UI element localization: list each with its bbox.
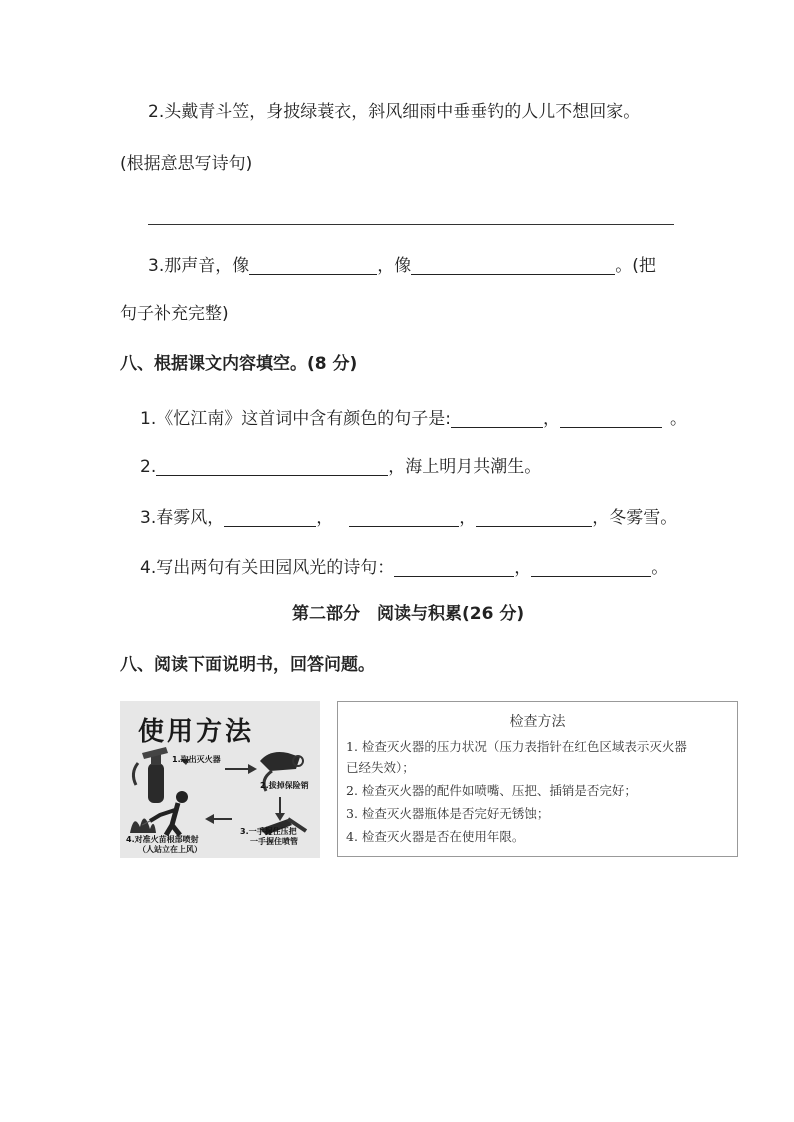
question-3-mid: ，像: [377, 256, 412, 276]
answer-blank[interactable]: [531, 558, 651, 577]
question-2-text: 2.头戴青斗笠，身披绿蓑衣，斜风细雨中垂垂钓的人儿不想回家。: [148, 102, 641, 122]
fill-item-1-comma: ，: [542, 409, 560, 429]
fill-item-2-prefix: 2.: [140, 457, 157, 477]
fill-item-4: [140, 558, 668, 577]
fill-item-3-suffix: ，冬雾雪。: [592, 508, 678, 528]
answer-blank[interactable]: [560, 409, 662, 428]
usage-step-2: 2.拔掉保险销: [260, 781, 309, 790]
answer-blank[interactable]: [451, 409, 543, 428]
section-heading: 八、根据课文内容填空。(8 分): [120, 354, 358, 374]
fill-item-1-prefix: 1.《忆江南》这首词中含有颜色的句子是:: [140, 409, 451, 429]
fill-item-4-prefix: 4.写出两句有关田园风光的诗句：: [140, 558, 395, 578]
usage-step-3: [240, 827, 298, 847]
usage-step-3-line1: 3.一手握住压把: [240, 827, 297, 836]
answer-blank[interactable]: [349, 508, 459, 527]
usage-title: 使用方法: [138, 717, 255, 747]
section-heading-reading: 八、阅读下面说明书，回答问题。: [120, 655, 375, 675]
usage-step-4: [126, 835, 202, 855]
check-method-item: 已经失效）；: [346, 760, 415, 775]
fill-item-1-end: 。: [669, 409, 687, 429]
question-2-hint: (根据意思写诗句): [120, 154, 253, 174]
check-method-item: 1. 检查灭火器的压力状况（压力表指针在红色区域表示灭火器: [346, 739, 687, 754]
answer-blank[interactable]: [224, 508, 316, 527]
answer-blank[interactable]: [411, 256, 615, 275]
question-3-line: [148, 256, 656, 275]
check-methods-title: 检查方法: [509, 714, 566, 730]
fill-item-1: [140, 409, 687, 428]
extinguisher-usage-illustration: [120, 701, 320, 858]
usage-step-3-line2: 一手握住喷管: [250, 837, 298, 846]
fill-item-2: [140, 457, 541, 476]
usage-step-4-line2: （人站立在上风）: [138, 845, 202, 854]
check-methods-box: [337, 701, 738, 857]
usage-step-4-line1: 4.对准火苗根部喷射: [126, 835, 199, 844]
fill-item-3: [140, 508, 677, 527]
answer-blank[interactable]: [156, 457, 388, 476]
fill-item-3-c1: ，: [316, 508, 334, 528]
fill-item-4-comma: ，: [514, 558, 532, 578]
question-3-line2: 句子补充完整): [120, 304, 229, 324]
usage-step-1: 1.取出灭火器: [172, 755, 221, 764]
check-method-item: 3. 检查灭火器瓶体是否完好无锈蚀；: [346, 806, 550, 821]
check-method-item: 4. 检查灭火器是否在使用年限。: [346, 829, 525, 844]
check-method-item: 2. 检查灭火器的配件如喷嘴、压把、插销是否完好；: [346, 783, 637, 798]
fill-item-4-end: 。: [651, 558, 669, 578]
answer-blank[interactable]: [249, 256, 377, 275]
answer-line[interactable]: [148, 224, 674, 225]
question-3-prefix: 3.那声音，像: [148, 256, 250, 276]
fill-item-3-c2: ，: [459, 508, 477, 528]
answer-blank[interactable]: [394, 558, 514, 577]
fill-item-3-prefix: 3.春雾风，: [140, 508, 225, 528]
answer-blank[interactable]: [476, 508, 592, 527]
question-3-suffix: 。(把: [615, 256, 656, 276]
fill-item-2-suffix: ，海上明月共潮生。: [388, 457, 542, 477]
part-heading: 第二部分 阅读与积累(26 分): [292, 604, 525, 624]
